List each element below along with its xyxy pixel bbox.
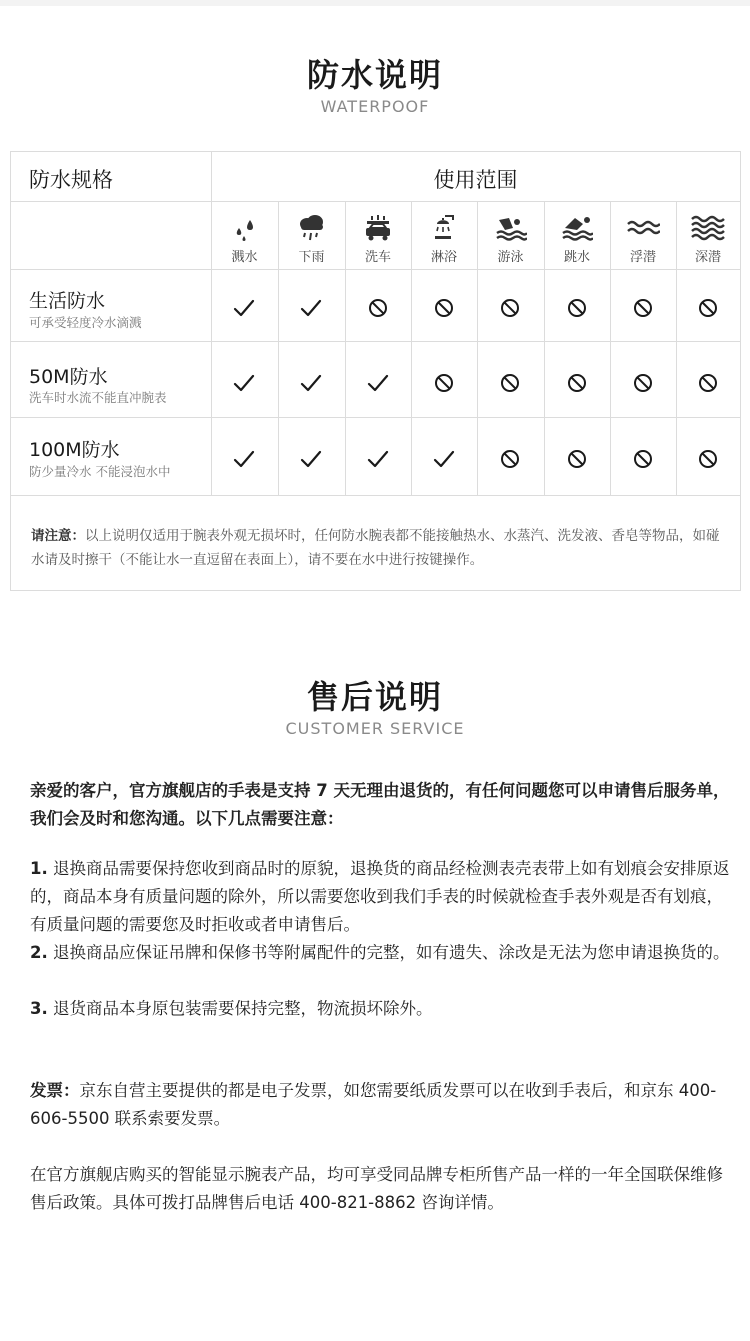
usage-splash — [211, 202, 278, 270]
prohibited-icon — [432, 371, 456, 395]
rain-cloud-icon — [297, 214, 327, 242]
item-number: 2. — [30, 943, 48, 962]
usage-label: 溅水 — [231, 250, 258, 265]
prohibited-icon — [565, 296, 589, 320]
swimming-icon — [495, 214, 527, 242]
check-icon — [366, 371, 390, 395]
aftersales-title: 售后说明 — [306, 678, 443, 716]
aftersales-subtitle: CUSTOMER SERVICE — [285, 719, 465, 738]
prohibited-icon — [696, 296, 720, 320]
header-spec: 防水规格 — [29, 168, 113, 192]
aftersales-item-2 — [30, 939, 730, 967]
usage-snorkel — [610, 202, 676, 270]
shower-icon — [429, 214, 459, 242]
item-text: 退换商品需要保持您收到商品时的原貌，退换货的商品经检测表壳表带上如有划痕会安排原返的，商品本身有质量问题的除外，所以需要您收到我们手表的时候就检查手表外观是否有划痕，有质量问题的需要您及时拒收或者申请售后。 — [30, 859, 730, 934]
usage-shower — [411, 202, 477, 270]
waterproof-title: 防水说明 — [306, 56, 443, 94]
check-icon — [232, 296, 256, 320]
waterproof-note — [31, 524, 726, 572]
prohibited-icon — [565, 371, 589, 395]
invoice-text: 京东自营主要提供的都是电子发票，如您需要纸质发票可以在收到手表后，和京东 400-606-5500 联系索要发票。 — [30, 1081, 717, 1128]
prohibited-icon — [696, 447, 720, 471]
diving-icon — [561, 214, 593, 242]
note-text: 以上说明仅适用于腕表外观无损坏时，任何防水腕表都不能接触热水、水蒸汽、洗发液、香皂等物品，如碰水请及时擦干（不能让水一直逗留在表面上），请不要在水中进行按键操作。 — [31, 528, 720, 568]
check-icon — [232, 371, 256, 395]
item-number: 3. — [30, 999, 48, 1018]
usage-label: 淋浴 — [430, 250, 457, 265]
snorkel-waves-icon — [626, 214, 660, 242]
splash-icon — [230, 214, 260, 242]
usage-label: 下雨 — [298, 250, 325, 265]
check-icon — [299, 371, 323, 395]
item-text: 退货商品本身原包装需要保持完整，物流损坏除外。 — [53, 999, 433, 1018]
row-title-50m: 50M防水 — [29, 366, 108, 388]
usage-label: 洗车 — [364, 250, 391, 265]
car-wash-icon — [363, 214, 393, 242]
usage-rain — [278, 202, 345, 270]
note-label: 请注意： — [31, 528, 85, 544]
usage-label: 游泳 — [497, 250, 524, 265]
prohibited-icon — [696, 371, 720, 395]
warranty-info: 在官方旗舰店购买的智能显示腕表产品，均可享受同品牌专柜所售产品一样的一年全国联保维修售后政策。具体可拨打品牌售后电话 400-821-8862 咨询详情。 — [30, 1165, 723, 1212]
invoice-info — [30, 1077, 730, 1133]
aftersales-item-3 — [30, 995, 730, 1023]
row-title-daily: 生活防水 — [29, 290, 106, 312]
prohibited-icon — [498, 447, 522, 471]
invoice-label: 发票： — [30, 1081, 80, 1100]
usage-label: 浮潜 — [629, 250, 656, 265]
prohibited-icon — [631, 371, 655, 395]
deep-dive-waves-icon — [690, 214, 726, 242]
waterproof-subtitle: WATERPOOF — [320, 97, 430, 116]
usage-label: 深潜 — [694, 250, 721, 265]
check-icon — [299, 296, 323, 320]
prohibited-icon — [498, 296, 522, 320]
aftersales-item-1 — [30, 855, 730, 939]
item-text: 退换商品应保证吊牌和保修书等附属配件的完整，如有遗失、涂改是无法为您申请退换货的。 — [53, 943, 730, 962]
usage-deepdive — [676, 202, 740, 270]
row-desc-50m: 洗车时水流不能直冲腕表 — [29, 390, 167, 405]
prohibited-icon — [366, 296, 390, 320]
header-usage: 使用范围 — [433, 168, 518, 192]
check-icon — [366, 447, 390, 471]
check-icon — [432, 447, 456, 471]
prohibited-icon — [631, 296, 655, 320]
top-divider-strip — [0, 0, 750, 6]
row-desc-daily: 可承受轻度冷水滴溅 — [29, 315, 142, 330]
check-icon — [299, 447, 323, 471]
prohibited-icon — [565, 447, 589, 471]
row-title-100m: 100M防水 — [29, 439, 120, 461]
prohibited-icon — [432, 296, 456, 320]
usage-label: 跳水 — [563, 250, 590, 265]
item-number: 1. — [30, 859, 48, 878]
row-desc-100m: 防少量冷水 不能浸泡水中 — [29, 464, 171, 479]
prohibited-icon — [631, 447, 655, 471]
waterproof-table — [10, 151, 741, 591]
usage-dive — [544, 202, 610, 270]
usage-swim — [477, 202, 544, 270]
check-icon — [232, 447, 256, 471]
aftersales-intro: 亲爱的客户，官方旗舰店的手表是支持 7 天无理由退货的，有任何问题您可以申请售后服务单，我们会及时和您沟通。以下几点需要注意： — [30, 781, 730, 828]
usage-carwash — [345, 202, 411, 270]
prohibited-icon — [498, 371, 522, 395]
